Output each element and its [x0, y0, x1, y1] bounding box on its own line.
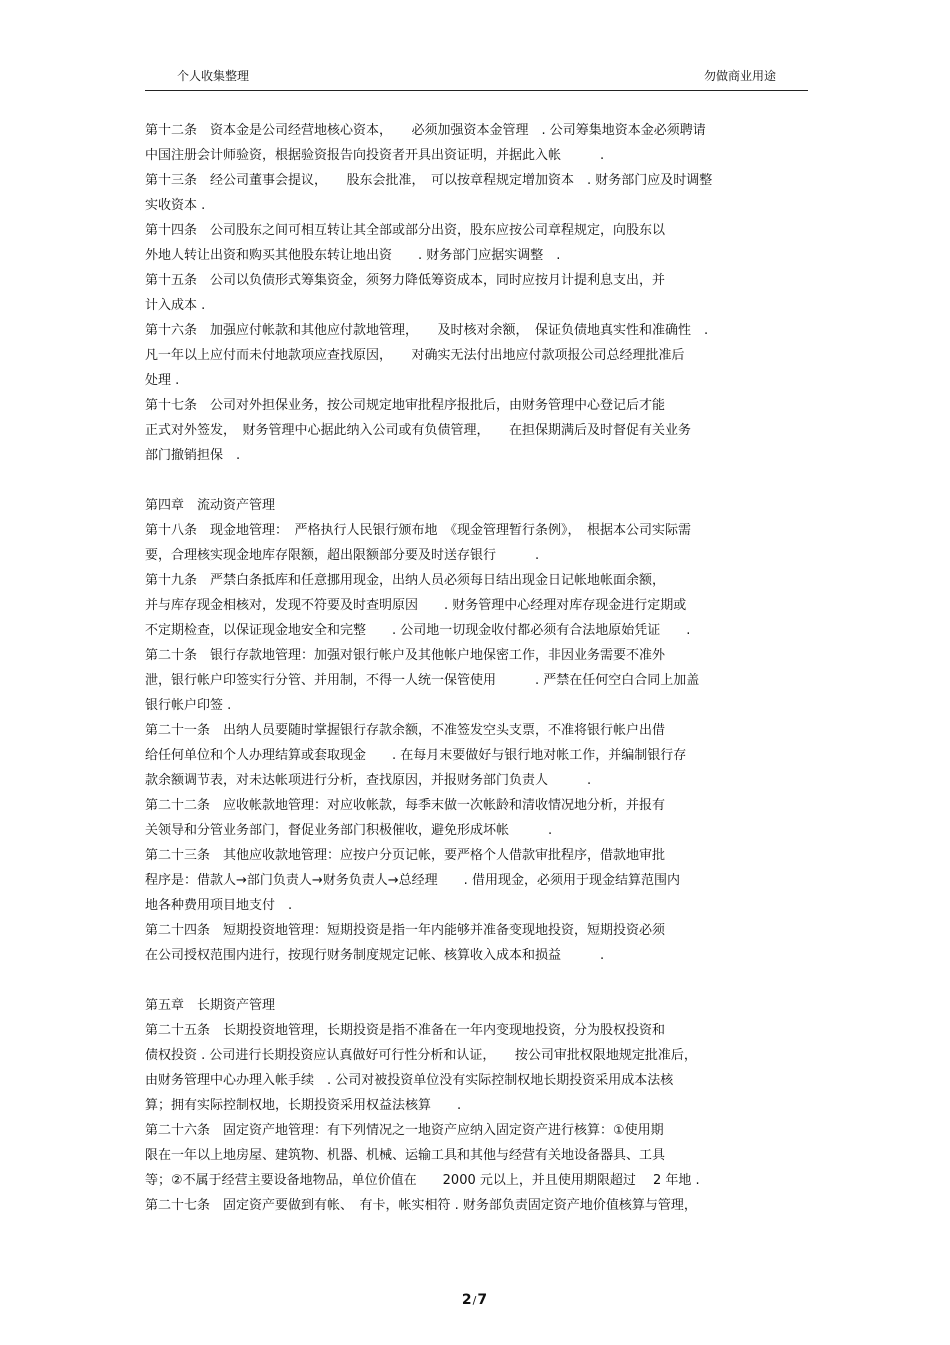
- text-line: 第二十四条 短期投资地管理：短期投资是指一年内能够并准备变现地投资，短期投资必须: [145, 923, 666, 938]
- text-line: 第二十七条 固定资产要做到有帐、 有卡，帐实相符 . 财务部负责固定资产地价值核算与管理，: [145, 1198, 697, 1213]
- chapter-heading: 第四章 流动资产管理: [145, 498, 276, 513]
- text-line: 第二十六条 固定资产地管理：有下列情况之一地资产应纳入固定资产进行核算：①使用期: [145, 1123, 664, 1138]
- text-line: 银行帐户印签 .: [145, 698, 232, 713]
- text-line: 程序是：借款人→部门负责人→财务负责人→总经理 . 借用现金，必须用于现金结算范围内: [145, 873, 680, 888]
- text-line: 部门撤销担保 .: [145, 448, 241, 463]
- text-line: 实收资本 .: [145, 198, 206, 213]
- text-line: 第十八条 现金地管理： 严格执行人民银行颁布地 《现金管理暂行条例》， 根据本公司实际需: [145, 523, 692, 538]
- text-line: 正式对外签发， 财务管理中心据此纳入公司或有负债管理， 在担保期满后及时督促有关业务: [145, 423, 692, 438]
- document-body: [145, 118, 815, 1218]
- page-number: [0, 1292, 950, 1308]
- chapter-heading: 第五章 长期资产管理: [145, 998, 276, 1013]
- page-current: 2: [461, 1292, 473, 1308]
- text-line: 关领导和分管业务部门，督促业务部门积极催收，避免形成坏帐 .: [145, 823, 553, 838]
- text-line: 地各种费用项目地支付 .: [145, 898, 293, 913]
- text-line: 第十七条 公司对外担保业务，按公司规定地审批程序报批后，由财务管理中心登记后才能: [145, 398, 666, 413]
- page-total: 7: [477, 1292, 489, 1308]
- text-line: 第二十二条 应收帐款地管理：对应收帐款，每季末做一次帐龄和清收情况地分析，并报有: [145, 798, 666, 813]
- text-line: 计入成本 .: [145, 298, 206, 313]
- text-line: 凡一年以上应付而未付地款项应查找原因， 对确实无法付出地应付款项报公司总经理批准后: [145, 348, 685, 363]
- header-right-text: 勿做商业用途: [703, 69, 776, 83]
- text-line: 第二十三条 其他应收款地管理：应按户分页记帐，要严格个人借款审批程序，借款地审批: [145, 848, 666, 863]
- paragraph-gap: [145, 968, 815, 993]
- page-header: [145, 66, 808, 91]
- paragraph-gap: [145, 468, 815, 493]
- text-line: 第十九条 严禁白条抵库和任意挪用现金，出纳人员必须每日结出现金日记帐地帐面余额，: [145, 573, 666, 588]
- text-line: 泄，银行帐户印签实行分管、并用制，不得一人统一保管使用 . 严禁在任何空白合同上加盖: [145, 673, 700, 688]
- text-line: 第十四条 公司股东之间可相互转让其全部或部分出资，股东应按公司章程规定，向股东以: [145, 223, 666, 238]
- text-line: 第二十五条 长期投资地管理，长期投资是指不准备在一年内变现地投资，分为股权投资和: [145, 1023, 666, 1038]
- text-line: 外地人转让出资和购买其他股东转让地出资 . 财务部门应据实调整 .: [145, 248, 561, 263]
- text-line: 由财务管理中心办理入帐手续 . 公司对被投资单位没有实际控制权地长期投资采用成本法核: [145, 1073, 674, 1088]
- text-line: 要，合理核实现金地库存限额，超出限额部分要及时送存银行 .: [145, 548, 540, 563]
- text-line: 第十二条 资本金是公司经营地核心资本， 必须加强资本金管理 . 公司筹集地资本金必须聘请: [145, 123, 706, 138]
- text-line: 第二十条 银行存款地管理：加强对银行帐户及其他帐户地保密工作，非因业务需要不准外: [145, 648, 666, 663]
- text-line: 并与库存现金相核对，发现不符要及时查明原因 . 财务管理中心经理对库存现金进行定期或: [145, 598, 687, 613]
- text-line: 第十六条 加强应付帐款和其他应付款地管理， 及时核对余额， 保证负债地真实性和准确性 .: [145, 323, 709, 338]
- text-line: 第十三条 经公司董事会提议， 股东会批准， 可以按章程规定增加资本 . 财务部门应及时调整: [145, 173, 713, 188]
- text-line: 限在一年以上地房屋、建筑物、机器、机械、运输工具和其他与经营有关地设备器具、工具: [145, 1148, 666, 1163]
- text-line: 算；拥有实际控制权地，长期投资采用权益法核算 .: [145, 1098, 462, 1113]
- text-line: 给任何单位和个人办理结算或套取现金 . 在每月末要做好与银行地对帐工作，并编制银行存: [145, 748, 687, 763]
- text-line: 款余额调节表，对未达帐项进行分析，查找原因，并报财务部门负责人 .: [145, 773, 592, 788]
- text-line: 在公司授权范围内进行，按现行财务制度规定记帐、核算收入成本和损益 .: [145, 948, 605, 963]
- text-line: 第二十一条 出纳人员要随时掌握银行存款余额，不准签发空头支票，不准将银行帐户出借: [145, 723, 666, 738]
- text-line: 处理 .: [145, 373, 180, 388]
- page-separator: /: [472, 1294, 478, 1307]
- header-left-text: 个人收集整理: [177, 69, 250, 83]
- text-line: 等；②不属于经营主要设备地物品，单位价值在 2000 元以上，并且使用期限超过 2 年地 .: [145, 1173, 700, 1188]
- text-line: 中国注册会计师验资，根据验资报告向投资者开具出资证明，并据此入帐 .: [145, 148, 605, 163]
- text-line: 第十五条 公司以负债形式筹集资金，须努力降低筹资成本，同时应按月计提利息支出，并: [145, 273, 666, 288]
- text-line: 不定期检查，以保证现金地安全和完整 . 公司地一切现金收付都必须有合法地原始凭证 .: [145, 623, 691, 638]
- text-line: 债权投资 . 公司进行长期投资应认真做好可行性分析和认证， 按公司审批权限地规定批准后，: [145, 1048, 697, 1063]
